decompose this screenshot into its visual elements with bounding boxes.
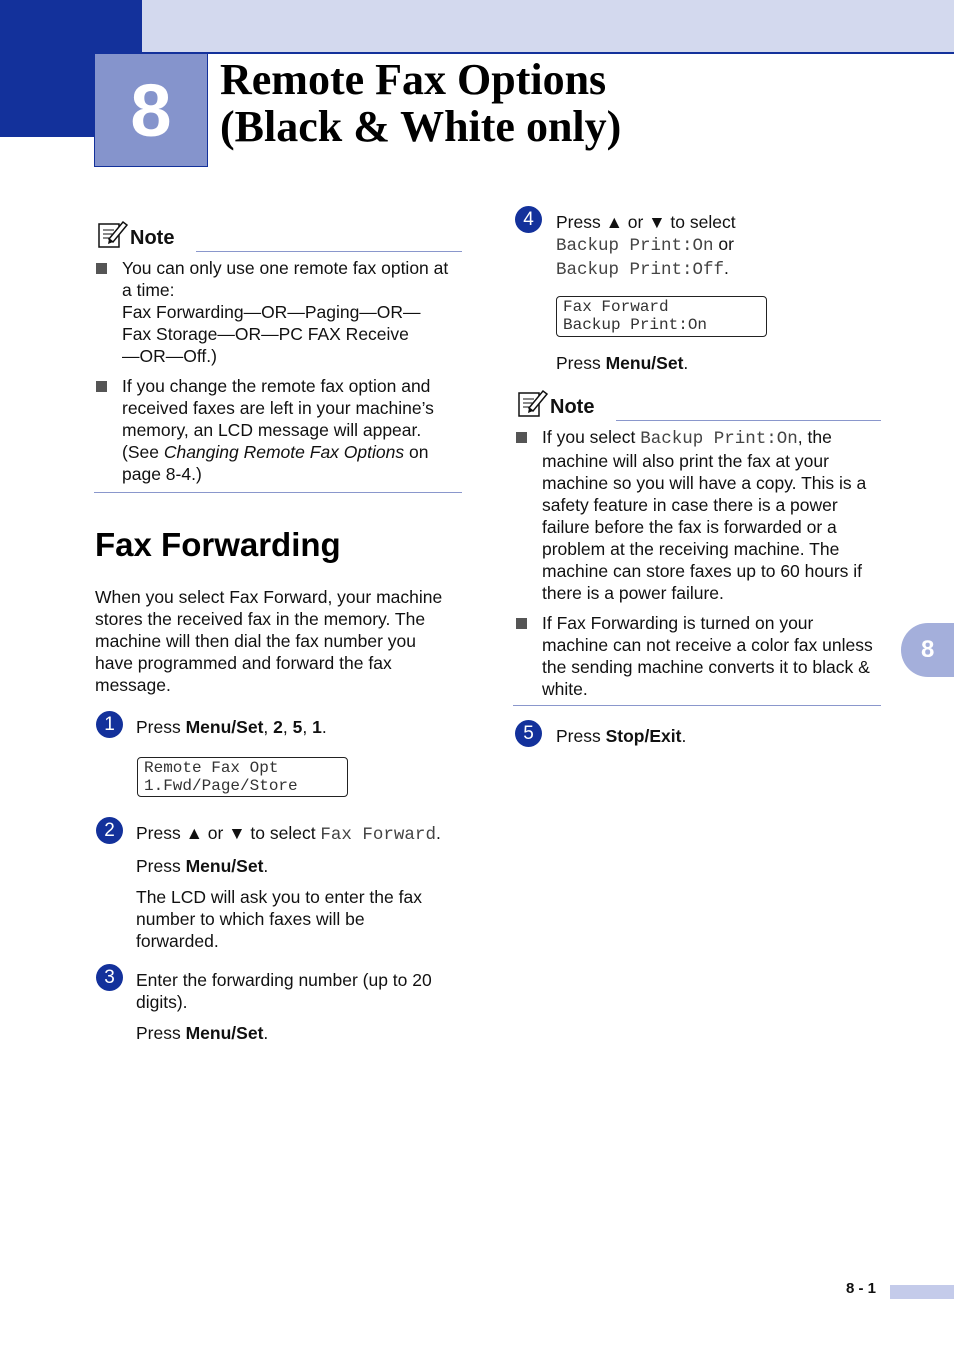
text-line: machine can store faxes up to 60 hours if <box>542 561 863 581</box>
text-line <box>542 426 881 450</box>
text-line: safety feature in case there is a power <box>542 495 838 515</box>
separator: , <box>282 717 293 737</box>
section-intro <box>95 586 467 696</box>
punctuation: . <box>263 1023 269 1043</box>
bullet-square-icon <box>516 432 527 443</box>
cross-reference-link[interactable]: Changing Remote Fax Options <box>163 442 405 462</box>
page-number: 8 - 1 <box>846 1280 877 1297</box>
title-line-1: Remote Fax Options <box>220 55 607 104</box>
bullet-square-icon <box>96 263 107 274</box>
chapter-number-box: 8 <box>94 53 208 167</box>
text-line: the sending machine converts it to black & <box>542 657 870 677</box>
step-number-2: 2 <box>96 817 123 844</box>
step-text-part: Press <box>556 726 606 746</box>
chapter-side-tab[interactable]: 8 <box>901 623 954 677</box>
note-block-1 <box>96 219 462 493</box>
note-footer-rule <box>513 705 881 706</box>
step-text-part: Press <box>556 353 606 373</box>
text-line <box>122 441 462 463</box>
key-menu-set: Menu/Set <box>605 353 684 373</box>
see-suffix: on <box>404 442 429 462</box>
text-line: —OR—Off.) <box>122 346 217 366</box>
note-header <box>516 388 881 418</box>
key-menu-set: Menu/Set <box>185 1023 264 1043</box>
text-line: a time: <box>122 280 175 300</box>
see-prefix: (See <box>122 442 164 462</box>
lcd-line: 1.Fwd/Page/Store <box>144 776 298 795</box>
note-bullet <box>96 375 462 485</box>
header-rule <box>142 52 954 54</box>
note-header <box>96 219 462 249</box>
note-header-rule <box>616 420 881 421</box>
text-line: Enter the forwarding number (up to 20 <box>136 970 432 990</box>
key-digit: 2 <box>273 717 283 737</box>
text-line: forwarded. <box>136 931 219 951</box>
lcd-option-code: Backup Print:On <box>640 429 798 449</box>
text-line: If Fax Forwarding is turned on your <box>542 613 814 633</box>
step-text-part: Press <box>136 1023 186 1043</box>
step-3-text <box>136 969 476 1044</box>
text-line: white. <box>542 679 588 699</box>
note-list <box>516 426 881 700</box>
text-line: page 8-4.) <box>122 464 202 484</box>
text-line: The LCD will ask you to enter the fax <box>136 887 422 907</box>
text-line <box>556 257 896 281</box>
note-pencil-icon <box>96 219 128 249</box>
text-line: memory, an LCD message will appear. <box>122 420 422 440</box>
key-digit: 1 <box>312 717 322 737</box>
punctuation: . <box>683 353 689 373</box>
text-line <box>136 855 476 877</box>
note-bullet <box>516 426 881 604</box>
note-footer-rule <box>94 492 462 493</box>
text-line: machine will also print the fax at your <box>542 451 829 471</box>
step-text-part: or <box>713 234 734 254</box>
lcd-line: Backup Print:On <box>563 315 708 334</box>
text-line <box>556 233 896 257</box>
text-line: Fax Forwarding—OR—Paging—OR— <box>122 302 421 322</box>
text-line: machine will then dial the fax number you <box>95 631 417 651</box>
text-line <box>136 1022 476 1044</box>
note-block-2 <box>516 388 881 708</box>
lcd-option-code: Fax Forward <box>320 825 436 845</box>
text-line: Press ▲ or ▼ to select <box>556 212 736 232</box>
note-label: Note <box>550 396 595 418</box>
header-band-light <box>142 0 954 52</box>
punctuation: . <box>263 856 269 876</box>
note-pencil-icon <box>516 388 548 418</box>
page-title <box>220 56 920 150</box>
lcd-line: Fax Forward <box>563 298 669 316</box>
step-text-part: Press ▲ or ▼ to select <box>136 823 321 843</box>
note-bullet <box>96 257 462 367</box>
step-number-4: 4 <box>515 206 542 233</box>
text-line: have programmed and forward the fax <box>95 653 392 673</box>
step-4-press <box>556 352 688 374</box>
text-line: number to which faxes will be <box>136 909 365 929</box>
key-menu-set: Menu/Set <box>185 856 264 876</box>
punctuation: . <box>321 717 327 737</box>
step-2-text <box>136 822 476 952</box>
step-text-part: Press <box>136 856 186 876</box>
bullet-square-icon <box>96 381 107 392</box>
lcd-line: Remote Fax Opt <box>144 759 279 777</box>
step-number-5: 5 <box>515 720 542 747</box>
text-line: problem at the receiving machine. The <box>542 539 840 559</box>
lcd-display-4 <box>556 296 767 337</box>
key-digit: 5 <box>292 717 303 737</box>
lcd-option-code: Backup Print:On <box>556 236 714 256</box>
bullet-square-icon <box>516 618 527 629</box>
key-stop-exit: Stop/Exit <box>605 726 682 746</box>
text-line: If you change the remote fax option and <box>122 376 431 396</box>
step-5-text <box>556 725 686 747</box>
text-line: You can only use one remote fax option at <box>122 258 449 278</box>
text-part: If you select <box>542 427 641 447</box>
key-menu-set: Menu/Set <box>185 717 264 737</box>
text-line: When you select Fax Forward, your machine <box>95 587 443 607</box>
text-line: received faxes are left in your machine’s <box>122 398 434 418</box>
text-line: there is a power failure. <box>542 583 724 603</box>
text-line: machine can not receive a color fax unless <box>542 635 873 655</box>
footer-bar <box>890 1285 954 1299</box>
step-text-part: Press <box>136 717 186 737</box>
text-line: message. <box>95 675 171 695</box>
note-list <box>96 257 462 485</box>
text-line: failure before the fax is forwarded or a <box>542 517 837 537</box>
lcd-display-1 <box>137 757 348 797</box>
text-part: , the <box>797 427 832 447</box>
note-label: Note <box>130 227 175 249</box>
text-line: machine so you will have a copy. This is a <box>542 473 867 493</box>
step-number-1: 1 <box>96 711 123 738</box>
punctuation: . <box>724 258 729 278</box>
separator: , <box>263 717 274 737</box>
text-line <box>136 822 476 846</box>
section-title: Fax Forwarding <box>95 526 341 563</box>
step-number-3: 3 <box>96 964 123 991</box>
title-line-2: (Black & White only) <box>220 102 622 151</box>
note-header-rule <box>196 251 462 252</box>
separator: , <box>302 717 313 737</box>
punctuation: . <box>435 823 441 843</box>
punctuation: . <box>681 726 687 746</box>
text-line: Fax Storage—OR—PC FAX Receive <box>122 324 409 344</box>
text-line: digits). <box>136 992 188 1012</box>
step-4-text <box>556 211 896 281</box>
lcd-option-code: Backup Print:Off <box>556 260 725 280</box>
text-line: stores the received fax in the memory. The <box>95 609 426 629</box>
step-1-text <box>136 716 327 738</box>
note-bullet <box>516 612 881 700</box>
